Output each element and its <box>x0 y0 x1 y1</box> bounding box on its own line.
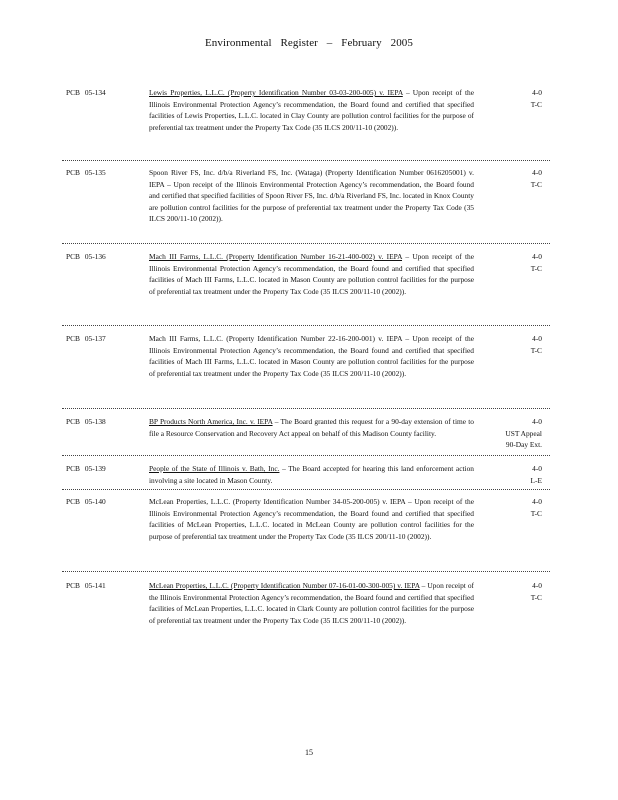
case-number: PCB 05-134 <box>66 88 106 97</box>
page-header: Environmental Register – February 2005 <box>204 37 414 49</box>
case-type: T-C <box>530 345 542 355</box>
vote-count: 4-0 <box>532 334 542 343</box>
entry-divider <box>62 160 550 161</box>
case-type: T-C <box>530 99 542 109</box>
case-description <box>149 580 474 626</box>
case-number: PCB 05-136 <box>66 252 106 261</box>
case-type: L-E <box>530 475 542 485</box>
case-caption: Lewis Properties, L.L.C. (Property Identification Number 03-03-200-005) v. IEPA <box>149 88 403 97</box>
entry-divider <box>62 571 550 572</box>
vote-column <box>531 496 542 519</box>
case-description <box>149 251 474 297</box>
vote-column <box>531 333 542 356</box>
vote-count: 4-0 <box>532 252 542 261</box>
case-type: T-C <box>530 263 542 273</box>
case-description <box>149 87 474 133</box>
case-caption: Mach III Farms, L.L.C. (Property Identification Number 16-21-400-002) v. IEPA <box>149 252 403 261</box>
case-caption: McLean Properties, L.L.C. (Property Identification Number 07-16-01-00-300-005) v. IEPA <box>149 581 420 590</box>
case-number: PCB 05-135 <box>66 168 106 177</box>
case-description <box>149 496 474 542</box>
page-number: 15 <box>305 748 313 757</box>
vote-count: 4-0 <box>532 88 542 97</box>
case-number: PCB 05-137 <box>66 334 106 343</box>
entry-divider <box>62 455 550 456</box>
case-summary: McLean Properties, L.L.C. (Property Identification Number 34-05-200-005) v. IEPA – Upon receipt of the Illinois Environmental Protection Agency’s recommendation, the Board found and certified that specified facilities of McLean Properties, L.L.C. located in McLean County are pollution control facilities for the purpose of preferential tax treatment under the Property Tax Code (35 ILCS 200/11-10 (2002)). <box>149 497 474 541</box>
entry-divider <box>62 489 550 490</box>
case-summary: Mach III Farms, L.L.C. (Property Identification Number 22-16-200-001) v. IEPA – Upon receipt of the Illinois Environmental Protection Agency’s recommendation, the Board found and certified that specified facilities of Mach III Farms, L.L.C. located in Mason County are pollution control facilities for the purpose of preferential tax treatment under the Property Tax Code (35 ILCS 200/11-10 (2002)). <box>149 334 474 378</box>
case-description <box>149 167 474 225</box>
vote-count: 4-0 <box>532 168 542 177</box>
entry-divider <box>62 243 550 244</box>
case-description <box>149 416 474 439</box>
case-summary: – Upon receipt of the Illinois Environmental Protection Agency’s recommendation, the Board found and certified that specified facilities of Lewis Properties, L.L.C. located in Clay County are pollution control facilities for the purpose of preferential tax treatment under the Property Tax Code (35 ILCS 200/11-10 (2002)). <box>149 88 474 132</box>
vote-column <box>531 251 542 274</box>
case-caption: People of the State of Illinois v. Bath, Inc. <box>149 464 280 473</box>
case-type: UST Appeal <box>505 428 542 438</box>
case-description <box>149 333 474 379</box>
vote-column <box>531 463 543 486</box>
case-summary: Spoon River FS, Inc. d/b/a Riverland FS, Inc. (Wataga) (Property Identification Number 0616205001) v. IEPA – Upon receipt of the Illinois Environmental Protection Agency’s recommendation, the Board found and certified that specified facilities of Spoon River FS, Inc. d/b/a Riverland FS, Inc. located in Knox County are pollution control facilities for the purpose of preferential tax treatment under the Property Tax Code (35 ILCS 200/11-10 (2002)). <box>149 168 474 223</box>
vote-count: 4-0 <box>532 497 542 506</box>
case-number: PCB 05-141 <box>66 581 106 590</box>
case-caption: BP Products North America, Inc. v. IEPA <box>149 417 273 426</box>
case-summary: – The Board accepted for hearing this land enforcement action involving a site located in Mason County. <box>149 464 474 485</box>
entry-divider <box>62 325 550 326</box>
case-type-detail: 90-Day Ext. <box>505 440 542 449</box>
case-summary: – Upon receipt of the Illinois Environmental Protection Agency’s recommendation, the Board found and certified that specified facilities of Mach III Farms, L.L.C. located in Mason County are pollution control facilities for the purpose of preferential tax treatment under the Property Tax Code (35 ILCS 200/11-10 (2002)). <box>149 252 474 296</box>
case-description <box>149 463 474 486</box>
case-summary: – Upon receipt of the Illinois Environmental Protection Agency’s recommendation, the Board found and certified that specified facilities of McLean Properties, L.L.C. located in Clark County are pollution control facilities for the purpose of preferential tax treatment under the Property Tax Code (35 ILCS 200/11-10 (2002)). <box>149 581 474 625</box>
vote-count: 4-0 <box>532 417 542 426</box>
case-number: PCB 05-140 <box>66 497 106 506</box>
case-number: PCB 05-138 <box>66 417 106 426</box>
vote-count: 4-0 <box>532 581 542 590</box>
case-number: PCB 05-139 <box>66 464 106 473</box>
case-summary: – The Board granted this request for a 90-day extension of time to file a Resource Conservation and Recovery Act appeal on behalf of this Madison County facility. <box>149 417 474 438</box>
case-type: T-C <box>530 179 542 189</box>
vote-count: 4-0 <box>532 464 542 473</box>
vote-column <box>531 167 542 190</box>
vote-column <box>531 580 542 603</box>
vote-column <box>531 87 542 110</box>
case-type: T-C <box>530 508 542 518</box>
case-type: T-C <box>530 592 542 602</box>
vote-column <box>505 416 542 451</box>
entry-divider <box>62 408 550 409</box>
